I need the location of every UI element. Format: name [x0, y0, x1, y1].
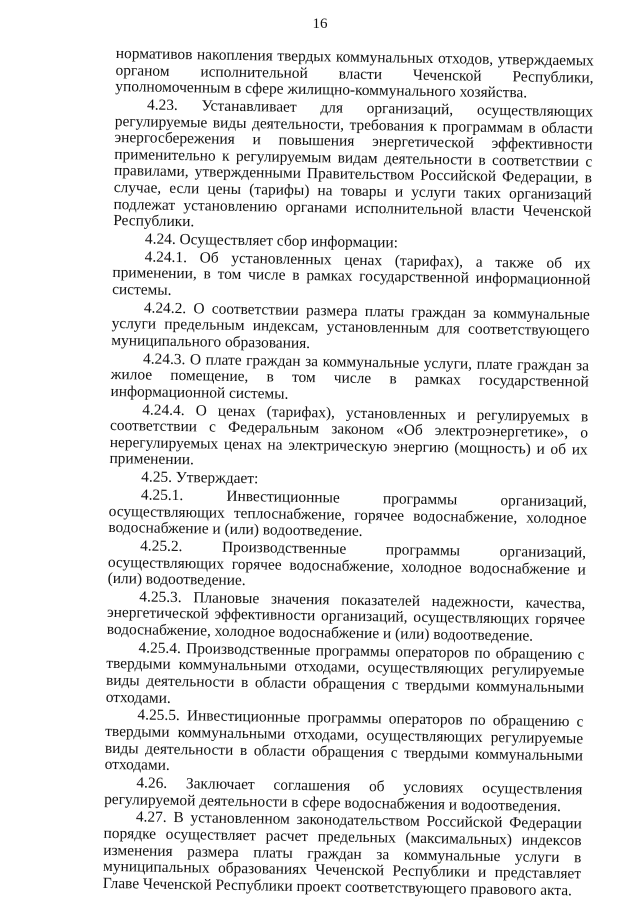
- paragraph-4-24-2: 4.24.2. О соответствии размера платы граждан за коммунальные услуги предельным индексам, установленным для соответствующего муниципального образования.: [111, 299, 590, 352]
- paragraph-4-27: 4.27. В установленном законодательством Российской Федерации порядке осуществляет расчет предельных (максимальных) индексов изменения размера платы граждан за коммунальные услуги в муниципальных образованиях Чеченской Республики и представляет Главе Чеченской Республики проект соответствующего правового акта.: [102, 808, 582, 899]
- paragraph-4-24-4: 4.24.4. О ценах (тарифах), установленных и регулируемых в соответствии с Федеральным законом «Об электроэнергетике», о нерегулируемых ценах на электрическую энергию (мощность) и об их применении.: [109, 401, 589, 469]
- paragraph-4-24-1: 4.24.1. Об установленных ценах (тарифах), а также об их применении, в том числе в рамках государственной информационной системы.: [112, 248, 591, 299]
- paragraph-4-25-1: 4.25.1. Инвестиционные программы организаций, осуществляющих теплоснабжение, горячее водоснабжение, холодное водоснабжение и (или) водоотведение.: [108, 486, 588, 541]
- page-number: 16: [312, 16, 328, 32]
- paragraph-4-23: 4.23. Устанавливает для организаций, осуществляющих регулируемые виды деятельности, требования к программам в области энергосбережения и повышения энергетической эффективности применительно к регулируемым видам деятельности в соответствии с правилами, утвержденными Правительством Российской Федерации, в случае, если цены (тарифы) на товары и услуги таких организаций подлежат установлению органами исполнительной власти Чеченской Республики.: [113, 96, 594, 231]
- paragraph-4-25-4: 4.25.4. Производственные программы операторов по обращению с твердыми коммунальными отходами, осуществляющих регулируемые виды деятельности в области обращения с твердыми коммунальными отходами.: [105, 639, 585, 707]
- paragraph-4-25: 4.25. Утверждает:: [141, 468, 259, 488]
- document-body: [103, 46, 594, 901]
- paragraph-4-26: 4.26. Заключает соглашения об условиях осуществления регулируемой деятельности в сфере водоснабжения и водоотведения.: [104, 774, 583, 815]
- paragraph-4-25-2: 4.25.2. Производственные программы организаций, осуществляющих горячее водоснабжение, холодное водоснабжение и (или) водоотведение.: [107, 537, 587, 590]
- paragraph-4-25-5: 4.25.5. Инвестиционные программы операторов по обращению с твердыми коммунальными отходами, осуществляющих регулируемые виды деятельности в области обращения с твердыми коммунальными отходами.: [104, 706, 584, 775]
- paragraph-4-24-3: 4.24.3. О плате граждан за коммунальные услуги, плате граждан за жилое помещение, в том числе в рамках государственной информационной системы.: [110, 350, 590, 403]
- paragraph-4-24: 4.24. Осуществляет сбор информации:: [144, 230, 399, 252]
- paragraph-continuation: нормативов накопления твердых коммунальных отходов, утверждаемых органом исполнительной власти Чеченской Республики, уполномоченным в сфере жилищно-коммунального хозяйства.: [115, 45, 594, 102]
- paragraph-4-25-3: 4.25.3. Плановые значения показателей надежности, качества, энергетической эффективности организаций, осуществляющих горячее водоснабжение, холодное водоснабжение и (или) водоотведение.: [106, 588, 586, 645]
